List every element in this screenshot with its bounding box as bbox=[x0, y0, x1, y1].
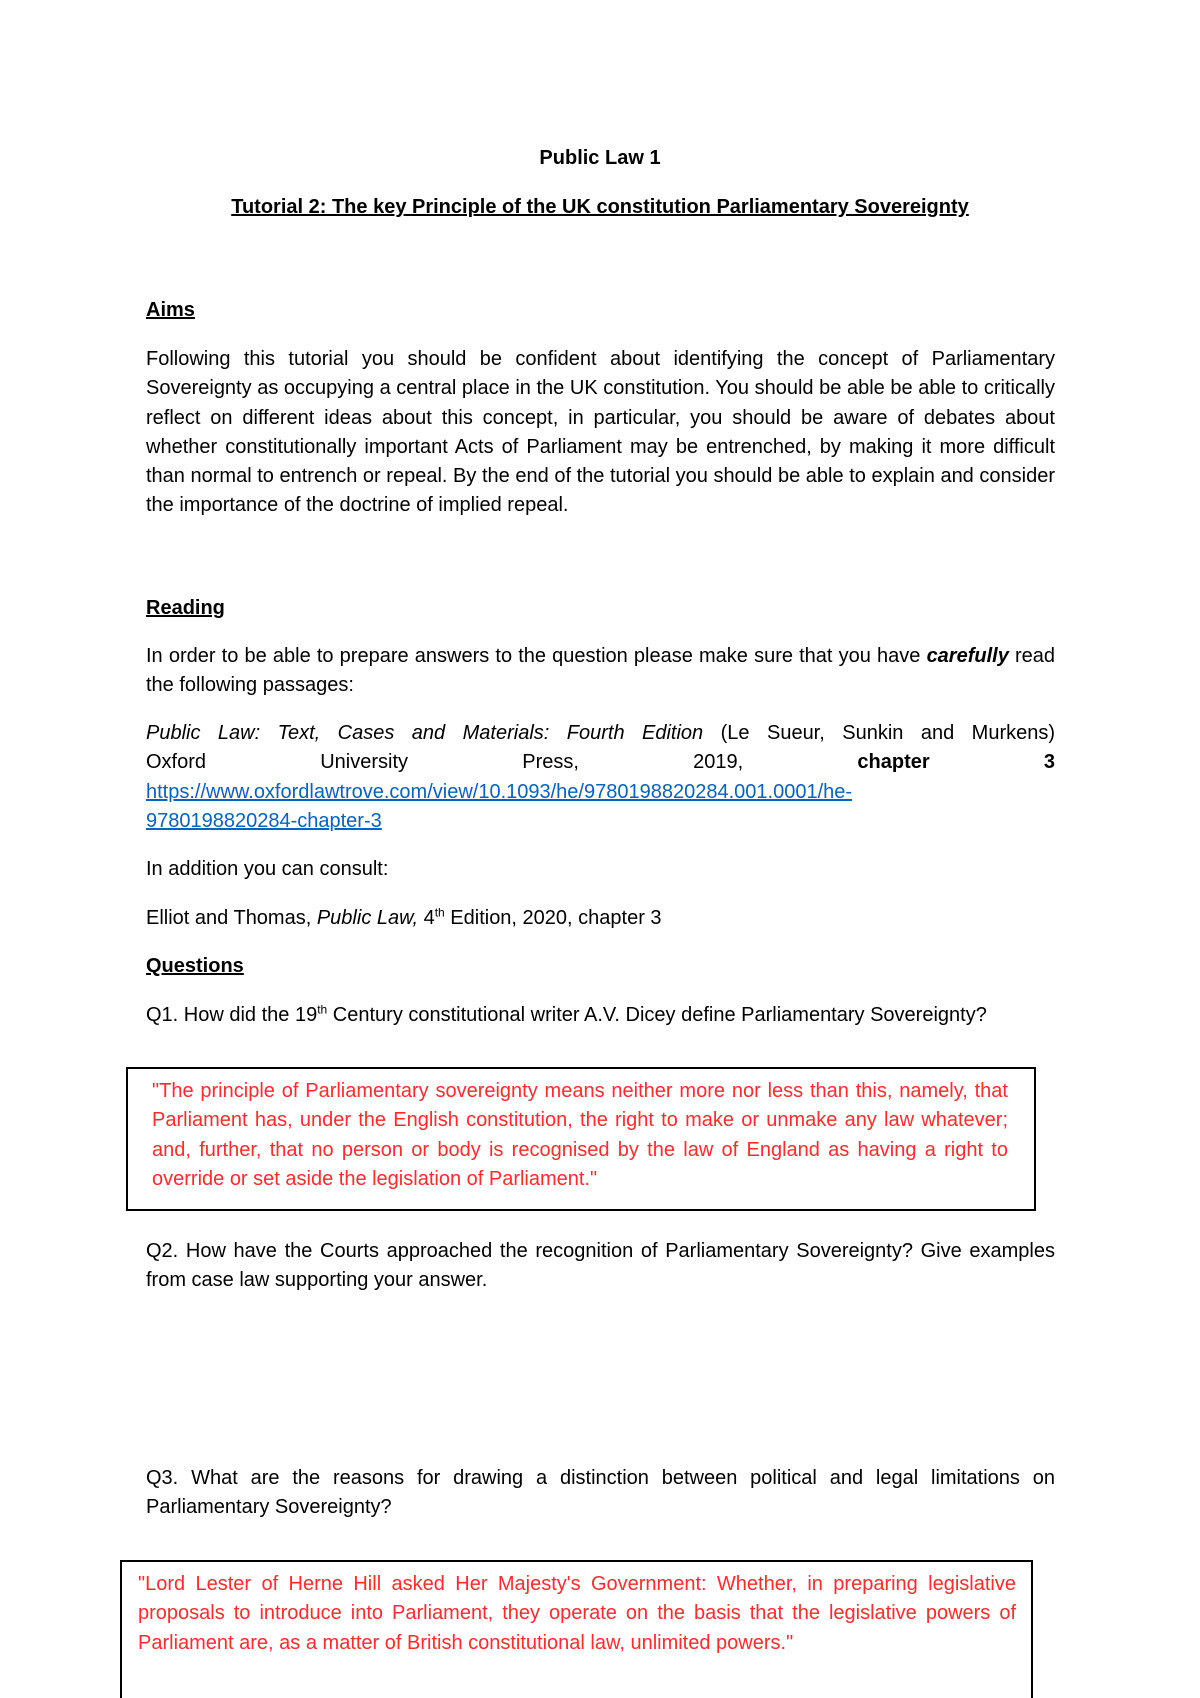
reading-alternative bbox=[146, 904, 1055, 933]
reading-intro-emphasis: carefully bbox=[926, 645, 1009, 667]
question-1 bbox=[146, 1001, 1055, 1030]
chapter-word: chapter bbox=[857, 751, 930, 774]
reading-addition: In addition you can consult: bbox=[146, 858, 389, 880]
aims-heading-wrap bbox=[146, 298, 1055, 322]
aims-text: Following this tutorial you should be confident about identifying the concept of Parliamentary Sovereignty as occupying a central place in the UK constitution. You should be able be able to critically reflect on different ideas about this concept, in particular, you should be aware of debates about whether constitutionally important Acts of Parliament may be entrenched, by making it more difficult than normal to entrench or repeal. By the end of the tutorial you should be able to explain and consider the importance of the doctrine of implied repeal. bbox=[146, 348, 1055, 517]
q1-sup: th bbox=[317, 1002, 328, 1017]
book-authors: (Le Sueur, Sunkin and Murkens) bbox=[720, 722, 1056, 744]
q3-answer-box bbox=[120, 1560, 1033, 1698]
alt-before: Elliot and Thomas, bbox=[146, 907, 312, 929]
q1-answer-box bbox=[126, 1067, 1036, 1211]
publisher-word: Press, bbox=[522, 751, 579, 774]
question-2: Q2. How have the Courts approached the recognition of Parliamentary Sovereignty? Give examples from case law supporting your answer. bbox=[146, 1240, 1055, 1292]
document-title: Public Law 1 bbox=[539, 147, 661, 169]
q1-after: Century constitutional writer A.V. Dicey define Parliamentary Sovereignty? bbox=[332, 1004, 987, 1026]
alt-num: 4 bbox=[423, 907, 435, 929]
q1-answer: "The principle of Parliamentary sovereignty means neither more nor less than this, namely, that Parliament has, under the English constitution, the right to make or unmake any law whatever; and, further, that no person or body is recognised by the law of England as having a right to override or set aside the legislation of Parliament." bbox=[152, 1080, 1008, 1190]
questions-heading: Questions bbox=[146, 955, 244, 977]
aims-heading: Aims bbox=[146, 299, 195, 321]
reading-intro-after: read the following passages: bbox=[146, 645, 1056, 697]
question-3: Q3. What are the reasons for drawing a distinction between political and legal limitations on Parliamentary Sovereignty? bbox=[146, 1467, 1055, 1519]
reading-intro bbox=[146, 642, 1055, 701]
book-title: Public Law: Text, Cases and Materials: Fourth Edition bbox=[146, 722, 704, 744]
alt-title: Public Law, bbox=[316, 907, 419, 929]
publisher-word: University bbox=[320, 751, 409, 774]
document-subtitle: Tutorial 2: The key Principle of the UK constitution Parliamentary Sovereignty bbox=[231, 196, 969, 218]
q1-before: Q1. How did the 19 bbox=[146, 1004, 318, 1026]
citation-link[interactable] bbox=[146, 778, 1055, 837]
chapter-number: 3 bbox=[1043, 751, 1055, 774]
reading-intro-before: In order to be able to prepare answers to the question please make sure that you have bbox=[146, 645, 921, 667]
reading-heading: Reading bbox=[146, 597, 225, 619]
reading-citation bbox=[146, 719, 1055, 836]
citation-line-2 bbox=[146, 748, 1055, 777]
questions-heading-wrap bbox=[146, 954, 1055, 978]
citation-line-1 bbox=[146, 719, 1055, 748]
alt-sup: th bbox=[434, 905, 445, 920]
publisher-word: 2019, bbox=[693, 751, 744, 774]
q3-answer: "Lord Lester of Herne Hill asked Her Majesty's Government: Whether, in preparing legislative proposals to introduce into Parliament, they operate on the basis that the legislative powers of Parliament are, as a matter of British constitutional law, unlimited powers." bbox=[138, 1573, 1016, 1654]
link-line-2[interactable]: 9780198820284-chapter-3 bbox=[146, 809, 382, 832]
link-line-1[interactable]: https://www.oxfordlawtrove.com/view/10.1093/he/9780198820284.001.0001/he- bbox=[146, 780, 853, 803]
reading-heading-wrap bbox=[146, 596, 1055, 620]
publisher-word: Oxford bbox=[146, 751, 207, 774]
alt-after: Edition, 2020, chapter 3 bbox=[450, 907, 662, 929]
